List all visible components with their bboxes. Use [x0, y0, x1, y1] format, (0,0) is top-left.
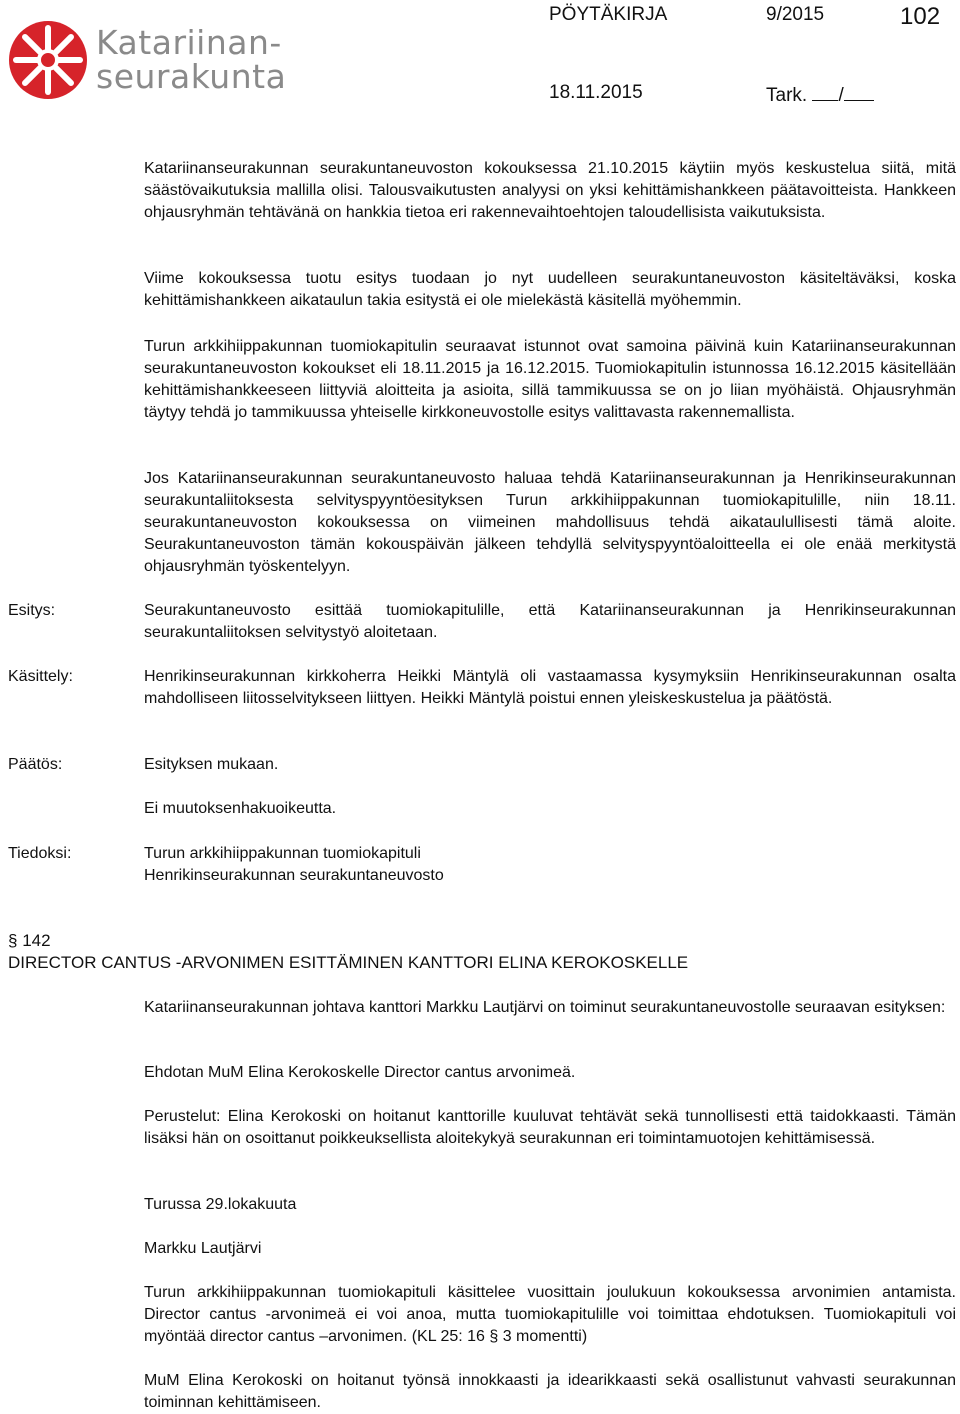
label-esitys: Esitys: [8, 602, 56, 619]
katariinan-seurakunta-logo [8, 20, 287, 100]
page-header [0, 0, 960, 120]
section-paragraph-6: Turun arkkihiippakunnan tuomiokapituli käsittelee vuosittain joulukuun kokouksessa arvonimien antamista. Director cantus -arvonimeä ei voi anoa, mutta tuomiokapitulille voi toimittaa ehdotuksen. Tuomiokapituli voi myöntää director cantus –arvonimen. (KL 25: 16 § 3 momentti) [144, 1284, 956, 1345]
check-field [766, 82, 874, 107]
logo-line-1: Katariinan- [96, 23, 282, 62]
document-type: PÖYTÄKIRJA [549, 4, 668, 25]
tiedoksi-recipient-1: Turun arkkihiippakunnan tuomiokapituli [144, 845, 421, 862]
label-paatos: Päätös: [8, 756, 63, 773]
paragraph-previous-meeting: Viime kokouksessa tuotu esitys tuodaan jo nyt uudelleen seurakuntaneuvoston käsiteltäväksi, koska kehittämishankkeen aikataulun takia esitystä ei ole mielekästä käsitellä myöhemmin. [144, 270, 956, 309]
section-paragraph-7: MuM Elina Kerokoski on hoitanut työnsä innokkaasti ja idearikkaasti sekä osallistunut vahvasti seurakunnan toiminnan kehittämiseen. [144, 1372, 956, 1411]
section-paragraph-4: Turussa 29.lokakuuta [144, 1196, 297, 1213]
logo-line-2: seurakunta [96, 57, 287, 96]
church-emblem-icon [8, 20, 88, 100]
label-tiedoksi: Tiedoksi: [8, 845, 72, 862]
section-title: DIRECTOR CANTUS -ARVONIMEN ESITTÄMINEN KANTTORI ELINA KEROKOSKELLE [8, 953, 689, 972]
meeting-date: 18.11.2015 [549, 82, 643, 103]
document-number: 9/2015 [766, 4, 825, 25]
paragraph-merger-request: Jos Katariinanseurakunnan seurakuntaneuvosto haluaa tehdä Katariinanseurakunnan ja Henrikinseurakunnan seurakuntaliitoksesta selvityspyyntöesityksen Turun arkkihiippakunnan tuomiokapitulille, niin 18.11. seurakuntaneuvoston kokouksessa on viimeinen mahdollisuus tehdä aikataulullisesti tämä aloite. Seurakuntaneuvoston tämän kokouspäivän jälkeen tehdyllä selvityspyyntöaloitteella ei ole enää merkitystä ohjausryhmän työskentelyyn. [144, 470, 956, 575]
section-paragraph-5: Markku Lautjärvi [144, 1240, 262, 1257]
check-label: Tark. [766, 85, 808, 106]
esitys-text: Seurakuntaneuvosto esittää tuomiokapitulille, että Katariinanseurakunnan ja Henrikinseurakunnan seurakuntaliitoksen selvitystyö aloitetaan. [144, 602, 956, 641]
paragraph-savings: Katariinanseurakunnan seurakuntaneuvoston kokouksessa 21.10.2015 käytiin myös keskustelua siitä, mitä säästövaikutuksia mallilla olisi. Talousvaikutusten analyysi on yksi kehittämishankkeen päätavoitteista. Hankkeen ohjausryhmän tehtävänä on hankkia tietoa eri rakennevaihtoehtojen taloudellisista vaikutuksista. [144, 160, 956, 221]
section-number-value: 142 [22, 931, 51, 950]
appeal-text: Ei muutoksenhakuoikeutta. [144, 800, 337, 817]
tiedoksi-recipient-2: Henrikinseurakunnan seurakuntaneuvosto [144, 867, 444, 884]
page-number: 102 [900, 3, 941, 30]
section-paragraph-1: Katariinanseurakunnan johtava kanttori Markku Lautjärvi on toiminut seurakuntaneuvostolle seuraavan esityksen: [144, 999, 946, 1016]
paatos-text: Esityksen mukaan. [144, 756, 279, 773]
logo-wordmark [96, 23, 287, 96]
check-blank-2 [844, 82, 874, 101]
check-blank-1 [812, 82, 838, 101]
kasittely-text: Henrikinseurakunnan kirkkoherra Heikki Mäntylä oli vastaamassa kysymyksiin Henrikinseurakunnan osalta mahdolliseen liitosselvitykseen liittyen. Heikki Mäntylä poistui ennen yleiskeskustelua ja päätöstä. [144, 668, 956, 707]
section-number: § 142 [8, 931, 51, 950]
check-slash: / [838, 85, 844, 106]
section-paragraph-2: Ehdotan MuM Elina Kerokoskelle Director cantus arvonimeä. [144, 1064, 576, 1081]
label-kasittely: Käsittely: [8, 668, 73, 685]
section-paragraph-3: Perustelut: Elina Kerokoski on hoitanut kanttorille kuuluvat tehtävät sekä tunnollisesti että taidokkaasti. Tämän lisäksi hän on osoittanut poikkeuksellista aloitekykyä seurakunnan eri toimintamuotojen kehittämisessä. [144, 1108, 956, 1147]
paragraph-chapter-sessions: Turun arkkihiippakunnan tuomiokapitulin seuraavat istunnot ovat samoina päivinä kuin Katariinanseurakunnan seurakuntaneuvoston kokoukset eli 18.11.2015 ja 16.12.2015. Tuomiokapitulin istunnossa 16.12.2015 käsitellään kehittämishankkeeseen liittyviä aloitteita ja asioita, sillä tammikuussa se on jo liian myöhäistä. Ohjausryhmän täytyy tehdä jo tammikuussa yhteiselle kirkkoneuvostolle esitys valittavasta rakennemallista. [144, 338, 956, 421]
